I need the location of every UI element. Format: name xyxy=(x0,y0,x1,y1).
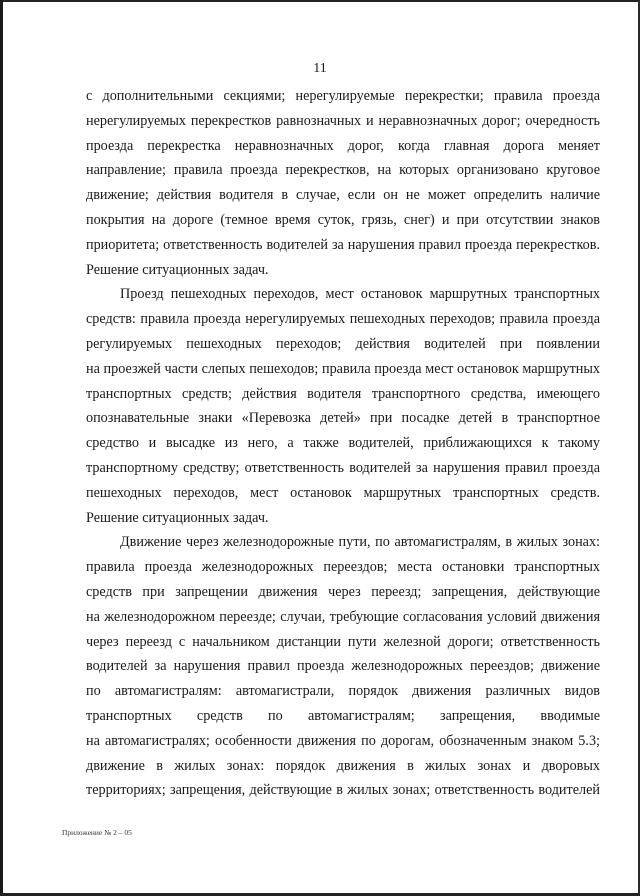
document-body xyxy=(86,84,600,803)
text-line: Движение через железнодорожные пути, по автомагистралям, в жилых зонах: xyxy=(120,534,600,551)
text-line: движение; действия водителя в случае, если он не может определить наличие xyxy=(86,187,600,204)
text-line: приоритета; ответственность водителей за нарушения правил проезда перекрестков. xyxy=(86,236,600,253)
text-line: территориях; запрещения, действующие в жилых зонах; ответственность водителей xyxy=(86,782,600,799)
text-line: средств: правила проезда нерегулируемых пешеходных переходов; правила проезда xyxy=(86,311,600,328)
scan-edge-top xyxy=(0,0,640,2)
text-line: проезда перекрестка неравнозначных дорог, когда главная дорога меняет xyxy=(86,137,600,154)
text-line: средство и высадке из него, а также водителей, приближающихся к такому xyxy=(86,435,600,452)
text-line: на автомагистралях; особенности движения по дорогам, обозначенным знаком 5.3; xyxy=(86,732,600,749)
text-line: пешеходных переходов, мест остановок маршрутных транспортных средств. xyxy=(86,484,600,501)
text-line: на железнодорожном переезде; случаи, требующие согласования условий движения xyxy=(86,608,600,625)
text-line: Решение ситуационных задач. xyxy=(86,261,269,278)
text-line: направление; правила проезда перекрестков, на которых организовано круговое xyxy=(86,162,600,179)
text-line: транспортному средству; ответственность водителей за нарушения правил проезда xyxy=(86,459,600,476)
text-line: Проезд пешеходных переходов, мест остановок маршрутных транспортных xyxy=(120,286,600,303)
text-line: правила проезда железнодорожных переездов; места остановки транспортных xyxy=(86,559,600,576)
text-line: Решение ситуационных задач. xyxy=(86,509,269,526)
text-line: опознавательные знаки «Перевозка детей» при посадке детей в транспортное xyxy=(86,410,600,427)
page-number: 11 xyxy=(313,61,327,76)
text-line: покрытия на дороге (темное время суток, грязь, снег) и при отсутствии знаков xyxy=(86,211,600,228)
text-line: средств при запрещении движения через переезд; запрещения, действующие xyxy=(86,583,600,600)
text-line: по автомагистралям: автомагистрали, порядок движения различных видов xyxy=(86,683,600,700)
text-line: транспортных средств; действия водителя транспортного средства, имеющего xyxy=(86,385,600,402)
text-line: через переезд с начальником дистанции пути железной дороги; ответственность xyxy=(86,633,600,650)
text-line: на проезжей части слепых пешеходов; правила проезда мест остановок маршрутных xyxy=(86,360,600,377)
text-line: с дополнительными секциями; нерегулируемые перекрестки; правила проезда xyxy=(86,88,600,104)
footer-note: Приложение № 2 – 05 xyxy=(62,828,132,837)
text-line: водителей за нарушения правил проезда железнодорожных переездов; движение xyxy=(86,658,600,675)
text-line: нерегулируемых перекрестков равнозначных и неравнозначных дорог; очередность xyxy=(86,112,600,129)
scan-edge-left xyxy=(0,0,3,896)
text-line: регулируемых пешеходных переходов; действия водителей при появлении xyxy=(86,335,600,352)
text-line: транспортных средств по автомагистралям; запрещения, вводимые xyxy=(86,707,600,724)
text-line: движение в жилых зонах: порядок движения в жилых зонах и дворовых xyxy=(86,757,600,774)
